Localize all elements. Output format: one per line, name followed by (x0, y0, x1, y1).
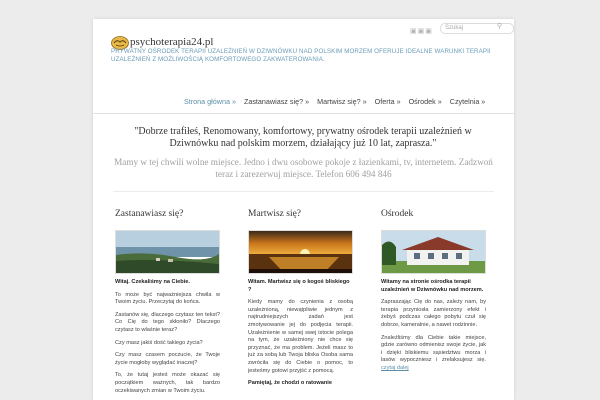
page-container (93, 19, 514, 400)
column-title[interactable]: Ośrodek (381, 209, 414, 219)
nav-divider (93, 113, 514, 114)
nav-item-martwisz[interactable]: Martwisz się? » (317, 97, 367, 106)
site-name[interactable]: psychoterapia24.pl (130, 36, 214, 48)
search-icon[interactable]: ⚲ (497, 23, 503, 30)
facebook-icon[interactable]: ▣ (425, 28, 433, 35)
house-image[interactable] (381, 230, 486, 274)
col1-para-1: To może być najważniejsza chwila w Twoim życiu. Przeczytaj do końca. (115, 291, 220, 306)
col3-para-2-text: Znaleźliśmy dla Ciebie takie miejsce, gdzie zarówno odmienisz swoje życie, jak i dzięki bliskiemu sąsiedztwu morza i lasów wypoczniesz i zrelaksujesz się. (381, 334, 486, 364)
section-divider (113, 191, 494, 192)
col1-para-5: To, że tutaj jesteś może okazać się początkiem ważnych, tak bardzo oczekiwanych zmian w Twoim życiu. (115, 372, 220, 394)
col3-para-1: Zapraszając Cię do nas, zależy nam, by terapia przyniosła zamierzony efekt i żebyś podczas całego pobytu czuł się dobrze, kameralnie, a nawet rodzinnie. (381, 299, 486, 328)
column-zastanawiasz (115, 209, 220, 395)
col2-para-2: Pamiętaj, że chodzi o ratowanie (248, 380, 332, 387)
coast-aerial-image[interactable] (115, 230, 220, 274)
col1-para-2: Zastanów się, dlaczego czytasz ten tekst? Co Cię do tego skłoniło? Dlaczego czytasz to właśnie teraz? (115, 311, 220, 333)
column-title[interactable]: Zastanawiasz się? (115, 209, 184, 219)
col3-para-2 (381, 335, 486, 373)
col2-para-1: Kiedy mamy do czynienia z osobą uzależnioną, niewątpliwie jednym z najtrudniejszych zadań jest zmotywowanie jej do podjęcia terapii. Uzależnienie w samej swej istocie polega na tym, że uzależniony nie chce się przyznać, że ma problem. Jeżeli masz to już za sobą lub Twoja bliska Osoba sama zwróciła się do Ciebie o pomoc, to jesteśmy gotowi przyjść z pomocą. (248, 299, 353, 374)
col1-para-3: Czy masz jakiś dość takiego życia? (115, 339, 203, 346)
main-nav (184, 97, 493, 106)
nav-item-home[interactable]: Strona główna » (184, 97, 236, 106)
column-osrodek (381, 209, 486, 373)
sunset-image[interactable] (248, 230, 353, 274)
twitter-icon[interactable]: ▣ (417, 28, 426, 35)
availability-notice: Mamy w tej chwili wolne miejsce. Jedno i dwu osobowe pokoje z łazienkami, tv, internetem. Zadzwoń teraz i zarezerwuj miejsce. Telefon 606 494 846 (114, 157, 493, 179)
nav-item-zastanawiasz[interactable]: Zastanawiasz się? » (243, 97, 310, 106)
rss-icon[interactable]: ▣ (410, 28, 418, 35)
read-more-link[interactable]: czytaj dalej (381, 364, 409, 371)
search-input[interactable]: Szukaj (440, 23, 514, 34)
nav-item-oferta[interactable]: Oferta » (374, 97, 401, 106)
col1-para-0: Witaj. Czekaliśmy na Ciebie. (115, 279, 190, 285)
col2-para-0: Witam. Martwisz się o kogoś bliskiego ? (248, 279, 350, 293)
nav-item-osrodek[interactable]: Ośrodek » (408, 97, 442, 106)
nav-item-czytelnia[interactable]: Czytelnia » (449, 97, 486, 106)
column-martwisz (248, 209, 353, 388)
col1-para-4: Czy masz czasem poczucie, że Twoje życie mogłoby wyglądać inaczej? (115, 352, 220, 366)
hero-quote: "Dobrze trafiłeś, Renomowany, komfortowy, prywatny ośrodek terapii uzależnień w Dziwnówku nad polskim morzem, działający już 10 lat, zaprasza." (134, 126, 472, 149)
social-links (410, 27, 433, 35)
col3-para-0: Witamy na stronie ośrodka terapii uzależnień w Dziwnówku nad morzem. (381, 279, 484, 293)
column-title[interactable]: Martwisz się? (248, 209, 302, 219)
site-tagline: PRYWATNY OŚRODEK TERAPII UZALEŻNIEŃ W DZIWNÓWKU NAD POLSKIM MORZEM OFERUJE IDEALNE WARUNKI TERAPII UZALEŻNIEŃ Z MOŻLIWOŚCIĄ KOMFORTOWEGO ZAKWATEROWANIA. (111, 48, 491, 63)
